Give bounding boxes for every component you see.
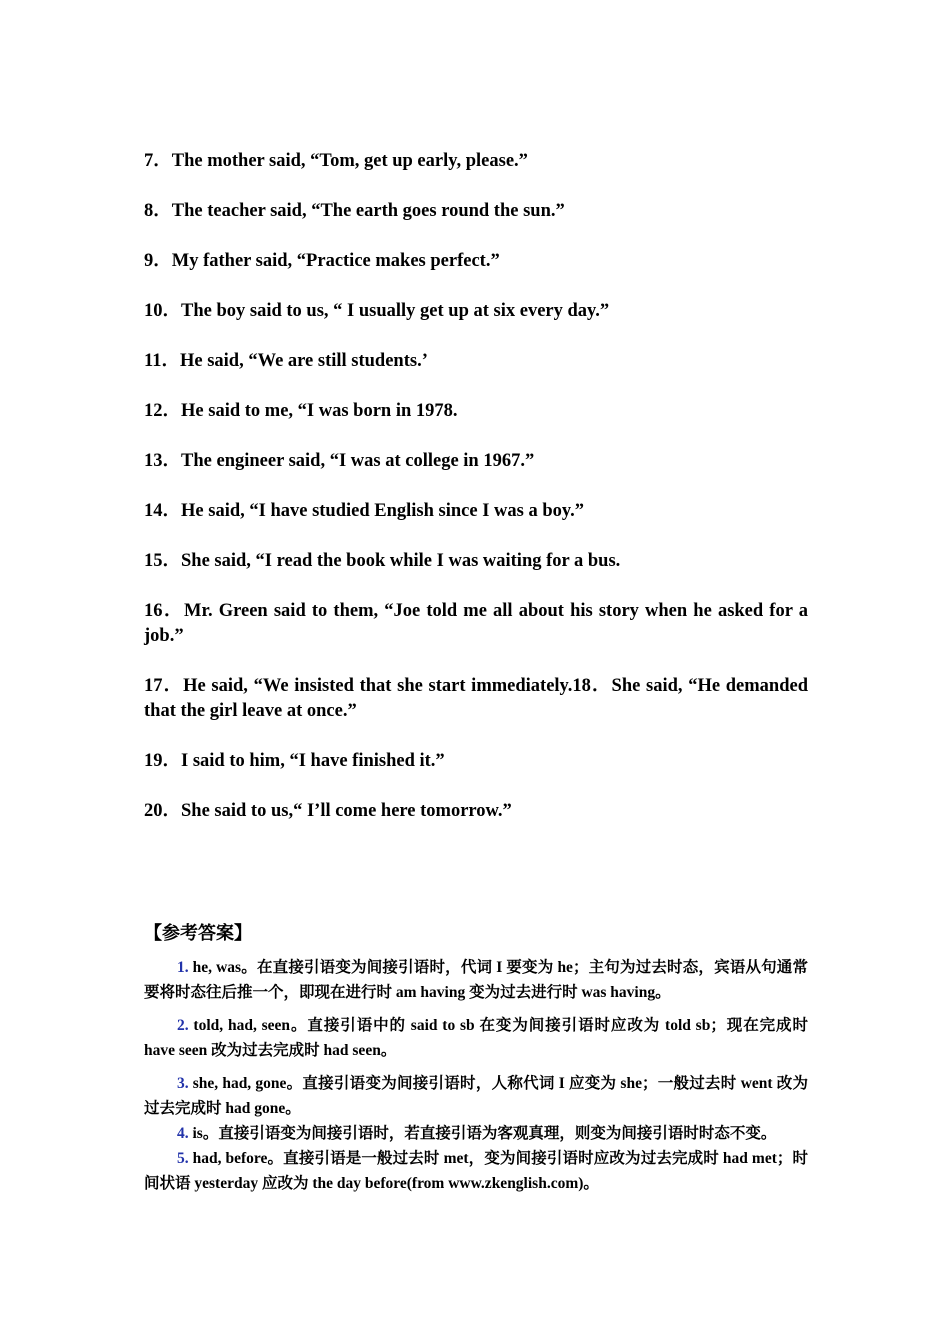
question-text: She said, “I read the book while I was waiting for a bus. <box>181 551 621 571</box>
question-number: 12． <box>144 401 182 421</box>
question-text: He said, “We are still students.’ <box>179 351 428 371</box>
question-number: 14． <box>144 501 182 521</box>
answers-heading: 【参考答案】 <box>144 923 252 943</box>
answer-number: 3. <box>177 1075 189 1092</box>
answer-item <box>144 1013 808 1063</box>
answer-item <box>144 955 808 1005</box>
question-number: 9． <box>144 251 172 271</box>
question-item <box>144 149 808 174</box>
question-text: The mother said, “Tom, get up early, please.” <box>171 151 528 171</box>
question-number: 17． <box>144 676 184 696</box>
question-text: He said, “I have studied English since I was a boy.” <box>181 501 584 521</box>
question-item <box>144 249 808 274</box>
question-text: I said to him, “I have finished it.” <box>181 751 445 771</box>
question-item <box>144 399 808 424</box>
answer-text: had, before。直接引语是一般过去时 met，变为间接引语时应改为过去完成时 had met；时间状语 yesterday 应改为 the day before(from www.zkenglish.com)。 <box>144 1150 808 1192</box>
question-number: 15． <box>144 551 182 571</box>
question-text: The boy said to us, “ I usually get up at six every day.” <box>181 301 610 321</box>
question-text: He said, “We insisted that she start immediately.18．She said, “He demanded that the girl leave at once.” <box>144 676 808 721</box>
question-item <box>144 449 808 474</box>
question-text: The teacher said, “The earth goes round the sun.” <box>171 201 565 221</box>
answer-item <box>144 1146 808 1196</box>
question-text: He said to me, “I was born in 1978. <box>181 401 458 421</box>
answer-text: he, was。在直接引语变为间接引语时，代词 I 要变为 he；主句为过去时态，宾语从句通常要将时态往后推一个，即现在进行时 am having 变为过去进行时 was having。 <box>144 959 808 1001</box>
question-item <box>144 549 808 574</box>
answer-text: told, had, seen。直接引语中的 said to sb 在变为间接引语时应改为 told sb；现在完成时 have seen 改为过去完成时 had seen。 <box>144 1017 808 1059</box>
answer-text: is。直接引语变为间接引语时，若直接引语为客观真理，则变为间接引语时时态不变。 <box>188 1125 777 1142</box>
question-item <box>144 299 808 324</box>
answer-number: 4. <box>177 1125 189 1142</box>
question-list <box>144 149 808 849</box>
question-item <box>144 499 808 524</box>
question-number: 10． <box>144 301 182 321</box>
question-item <box>144 799 808 824</box>
question-number: 16． <box>144 601 185 621</box>
question-item <box>144 599 808 649</box>
question-number: 20． <box>144 801 182 821</box>
question-item <box>144 349 808 374</box>
question-number: 19． <box>144 751 182 771</box>
question-item <box>144 199 808 224</box>
question-text: My father said, “Practice makes perfect.” <box>171 251 500 271</box>
answer-item <box>144 1071 808 1121</box>
answer-number: 2. <box>177 1017 189 1034</box>
answer-item <box>144 1121 808 1146</box>
question-number: 7． <box>144 151 172 171</box>
question-text: Mr. Green said to them, “Joe told me all about his story when he asked for a job.” <box>144 601 808 646</box>
question-text: The engineer said, “I was at college in 1967.” <box>181 451 535 471</box>
answer-number: 1. <box>177 959 189 976</box>
question-number: 8． <box>144 201 172 221</box>
question-text: She said to us,“ I’ll come here tomorrow.” <box>181 801 512 821</box>
question-number: 13． <box>144 451 182 471</box>
answer-number: 5. <box>177 1150 189 1167</box>
question-number: 11． <box>144 351 180 371</box>
answer-list <box>144 955 808 1196</box>
question-item <box>144 674 808 724</box>
question-item <box>144 749 808 774</box>
answer-text: she, had, gone。直接引语变为间接引语时，人称代词 I 应变为 she；一般过去时 went 改为过去完成时 had gone。 <box>144 1075 808 1117</box>
